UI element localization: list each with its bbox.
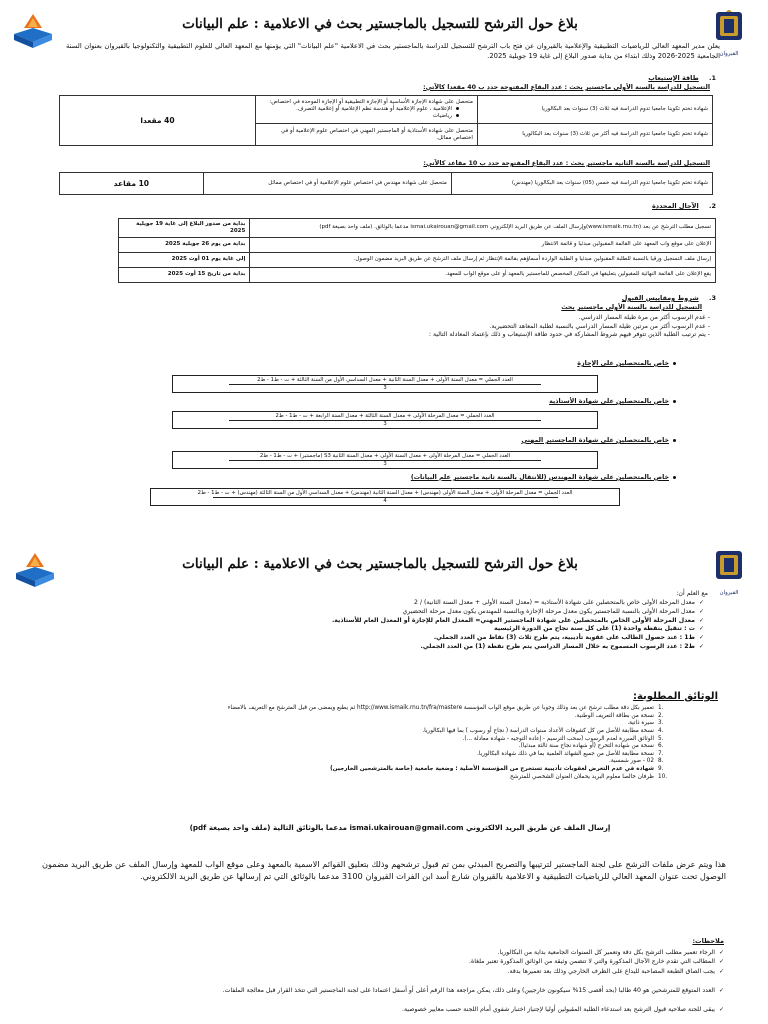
remark-item <box>44 948 724 957</box>
spec-item-text: رياضيات <box>432 112 452 119</box>
degree-desc: شهادة تختم تكوينا جامعيا تدوم الدراسة فيه ثلاث (3) سنوات بعد البكالوريا <box>477 96 712 124</box>
formula-label <box>577 360 676 368</box>
doc-text: سيرة ذاتية. <box>627 720 654 727</box>
section-title: شروط ومقاييس القبول <box>621 294 699 302</box>
degree-desc: شهادة تختم تكوينا جامعيا تدوم الدراسة فيه خمس (05) سنوات بعد البكالوريا (مهندس) <box>451 173 712 195</box>
note-item <box>104 643 704 652</box>
criteria-line: - عدم الرسوب أكثر من مرة طيلة المسار الدراسي. <box>578 314 710 321</box>
formula-label-text: خاص بالمتحصلين على شهادة الأستاذية <box>549 398 669 405</box>
deadline-text: الإعلان على موقع واب المعهد على القائمة المقبولين مبدئيا و قائمة الانتظار <box>250 237 716 252</box>
doc-item: .3 سيرة ذاتية. <box>627 720 664 727</box>
doc-item: .7 نسخة مطابقة للأصل من جميع الشهائد العلمية بما في ذلك شهادة البكالوريا. <box>477 750 664 757</box>
institute-logo <box>14 551 56 591</box>
note-text: معدل المرحلة الأولى بالنسبة للماجستير يكون معدل مرحلة الإجازة وبالنسبة للمهندس يكون معدل مرحلة التحضيري <box>402 607 695 615</box>
formula-box <box>172 451 598 469</box>
doc-text: نسخة مطابقة للأصل من كل كشوفات الأعداد سنوات الدراسة ( نجاح أو رسوب ) بما فيها البكالوريا. <box>422 727 654 734</box>
note-text: ط2 : عدد الرسوب المسموح به خلال المسار الدراسي يتم طرح نقطة (1) من العدد الجملي. <box>420 642 695 650</box>
note-item <box>104 608 704 617</box>
doc-text: نسخة من شهادة التخرج (أو شهادة نجاح سنة ثالثة مبدئيا). <box>518 743 654 750</box>
formula-denominator: 4 <box>213 497 558 505</box>
section-number: 3. <box>708 294 716 302</box>
note-title: مع العلم أن: <box>676 590 708 597</box>
table-row <box>119 219 716 238</box>
section-1b-heading: التسجيل للدراسة بالسنة الثانية ماجستير بحث : عدد البقاع المفتوحة حدد ب 10 مقاعد كالآتي: <box>423 160 710 167</box>
doc-item: .1 تعمير بكل دقة مطلب ترشح عن بعد وذلك وجوبا عن طريق موقع الواب المؤسسة http://www.ismaik.rnu.tn/fra/mastere ثم يطبع ويمضى من قبل المترشح مع التعريف بالامضاء <box>227 705 664 711</box>
note-item <box>104 599 704 608</box>
section-3-lines <box>210 314 710 340</box>
formula-numerator: العدد الجملي = معدل المرحلة الأولى + معدل السنة الأولى (مهندس) + معدل السنة الثانية (مهندس) + معدل السداسي الأول من السنة الثالثة (مهندس) + ت - ط1 - ط2 <box>197 490 573 496</box>
page-title: بلاغ حول الترشح للتسجيل بالماجستير بحث في الاعلامية : علم البيانات <box>182 16 578 32</box>
spec-text: متحصل على شهادة الإجازة الأساسية أو الإجازة التطبيقية أو الإجازة الموحدة في اختصاص: <box>269 99 473 106</box>
degree-spec <box>255 96 477 124</box>
remark-text: المطالب التي تقدم خارج الآجال المذكورة والتي لا تتضمن وثيقة من الوثائق المذكورة تعتبر ملغاة. <box>468 958 715 966</box>
formula-numerator: العدد الجملي = معدل السنة الأولى + معدل السنة الثانية + معدل السداسي الأول من السنة الثالثة + ت - ط1 - ط2 <box>257 377 513 383</box>
formula-denominator: 3 <box>229 460 541 468</box>
remark-text: العدد المتوقع للمترشحين هو 40 طالبا (بحد أقصى 15% سيكونون خارجيين) وعلى ذلك، يمكن مراجعة هذا الرقم أعلى أو أسفل اعتمادا على لجنة الماجستير التي تتخذ القرار قبل معالجة الملفات. <box>222 986 715 994</box>
degree-desc: شهادة تختم تكوينا جامعيا تدوم الدراسة فيه أكثر من ثلاث (3) سنوات بعد البكالوريا <box>477 124 712 146</box>
note-text: ت : تنقيل بنقطة واحدة (1) على كل سنة نجاح من الدورة الرئيسية <box>494 625 695 633</box>
section-1a-heading: التسجيل للدراسة بالسنة الأولى ماجستير بحث : عدد البقاع المفتوحة حدد ب 40 مقعدا كالآتي: <box>423 84 710 91</box>
doc-text: شهادة في عدم التعرض لعقوبات تأديبية تستخرج من المؤسسة الأصلية : وضعية جامعية (خاصة بالمترشحين الخارجين) <box>330 766 654 772</box>
section-1-heading <box>648 74 716 82</box>
doc-item: .10 ظرفان خالصا معلوم البريد يحملان العنوان الشخصي للمترشح <box>510 773 668 780</box>
seats-cell: 10 مقاعد <box>60 173 204 195</box>
deadline-date: بداية من تاريخ 15 أوت 2025 <box>119 267 250 282</box>
note-item <box>104 634 704 643</box>
formula-numerator: العدد الجملي = معدل المرحلة الأولى + معدل السنة الأولى + معدل السنة الثانية S3 (ماجستير) + ت - ط1 - ط2 <box>259 453 511 459</box>
table-row <box>119 267 716 282</box>
doc-text: الوثائق المبررة لعدم الرسوب (سحب الترسيم - إعادة التوجيه - شهادة معادلة ...). <box>462 735 654 742</box>
doc-item: .9 شهادة في عدم التعرض لعقوبات تأديبية تستخرج من المؤسسة الأصلية : وضعية جامعية (خاصة بالمترشحين الخارجين) <box>330 766 664 772</box>
note-item <box>104 625 704 634</box>
deadline-date: بداية من صدور البلاغ إلى غاية 19 جويلية 2025 <box>119 219 250 238</box>
table-row <box>60 96 713 124</box>
remark-text: الرجاء تعمير مطلب الترشح بكل دقة وتعمير كل السنوات الجامعية بداية من البكالوريا. <box>497 949 715 956</box>
criteria-line: - يتم ترتيب الطلبة الذين تتوفر فيهم شروط المشاركة في حدود طاقة الإستيعاب و ذلك بإعتماد المعادلة التالية : <box>428 331 710 339</box>
formula-denominator: 3 <box>229 420 541 428</box>
notes-list <box>104 599 704 652</box>
section-title: طاقة الإستيعاب <box>648 74 699 82</box>
university-logo-text: القيروان <box>719 589 739 596</box>
doc-item: .2 نسخة من بطاقة التعريف الوطنية. <box>574 712 664 719</box>
page-2 <box>0 535 768 1024</box>
remark-item <box>44 957 724 966</box>
spec-item <box>260 106 459 113</box>
table-row <box>119 252 716 267</box>
remarks-list <box>44 948 724 1014</box>
doc-text: نسخة من بطاقة التعريف الوطنية. <box>574 712 654 719</box>
capacity-table-2 <box>59 172 713 195</box>
formula-label <box>521 437 676 445</box>
email-instruction: إرسال الملف عن طريق البريد الالكتروني ismai.ukairouan@gmail.com مدعما بالوثائق التالية (ملف واحد بصيغة pdf) <box>189 823 611 832</box>
doc-item: .6 نسخة من شهادة التخرج (أو شهادة نجاح سنة ثالثة مبدئيا). <box>518 743 664 750</box>
page-title: بلاغ حول الترشح للتسجيل بالماجستير بحث في الاعلامية : علم البيانات <box>182 556 578 572</box>
deadline-text: يقع الإعلان على القائمة النهائية للمقبولين بتعليقها في المكان المخصص للماجستير بالمعهد أو على موقع الواب للمعهد. <box>250 267 716 282</box>
formula-label-text: خاص بالمتحصلين على الإجازة <box>577 360 669 367</box>
capacity-table-1 <box>59 95 713 146</box>
remark-text: يجب الصاق الطبعة المصاحبة للبداع على الظرف الخارجي وذلك بعد تعميرها بدقة. <box>507 967 715 975</box>
section-3-heading <box>622 294 716 302</box>
note-text: معدل المرحلة الأولى خاص بالمتحصلين على شهادة الأستاذية = (معدل السنة الأولى + معدل السنة الثانية) / 2 <box>414 599 695 606</box>
deadline-date: بداية من يوم 26 جويلية 2025 <box>119 237 250 252</box>
formula-label-text: خاص بالمتحصلين على شهادة المهندس (للانتقال بالسنة ثانية ماجستير علم البيانات) <box>410 474 669 481</box>
section-title: الآجال المحددة <box>651 202 699 210</box>
doc-item: .5 الوثائق المبررة لعدم الرسوب (سحب الترسيم - إعادة التوجيه - شهادة معادلة ...). <box>462 735 664 742</box>
doc-item: .8 02 - صور شمسية. <box>609 758 664 765</box>
section-number: 1. <box>708 74 716 82</box>
doc-text: 02 - صور شمسية. <box>609 758 654 765</box>
formula-box <box>172 411 598 429</box>
deadline-text: تسجيل مطلب الترشح عن بعد (www.ismaik.rnu.tn)وإرسال الملف عن طريق البريد الإلكتروني ismai.ukairouan@gmail.com مدعما بالوثائق. (ملف واحد بصيغة pdf) <box>250 219 716 238</box>
remark-item <box>44 967 724 976</box>
degree-spec: متحصل على شهادة مهندس في اختصاص علوم الإعلامية أو في اختصاص مماثل <box>203 173 451 195</box>
doc-text: ظرفان خالصا معلوم البريد يحملان العنوان الشخصي للمترشح <box>510 773 654 780</box>
formula-denominator: 3 <box>229 384 541 392</box>
formula-box <box>172 375 598 393</box>
remark-text: يبقى للجنة صلاحية قبول الترشح بعد استدعاء الطلبة المقبولين أوليا لإجتياز اختبار شفوي أمام اللجنة حسب معايير خصوصية. <box>402 1006 715 1014</box>
section-3-sub: التسجيل للدراسة بالسنة الأولى ماجستير بحث <box>561 304 702 311</box>
criteria-line: - عدم الرسوب أكثر من مرتين طيلة المسار الدراسي بالنسبة لطلبة المعاهد التحضيرية. <box>489 322 710 330</box>
formula-label <box>549 398 676 406</box>
deadline-text: إرسال ملف التسجيل ورقيا بالنسبة للطلبة المقبولين مبدئيا و الطلبة الواردة أسماؤهم بقائمة الإنتظار ثم إرسال ملف الترشح عن طريق البريد مضمون الوصول. <box>250 252 716 267</box>
university-logo-text: القيروان <box>719 50 739 57</box>
book-icon <box>12 12 54 52</box>
main-paragraph: هذا ويتم عرض ملفات الترشح على لجنة الماجستير لترتيبها والتصريح المبدئي بمن تم قبول ترشحهم وذلك بتعليق القوائم الاسمية بالمعهد وعلى موقع الواب للمعهد وإرسال الملف عن طريق البريد مضمون الوصول تحت عنوان المعهد العالي للرياضيات التطبيقية و الاعلامية بالقيروان شارع أسد ابن الفرات القيروان 3100 مدعما بالوثائق التي تم إرسالها عن طريق البريد الالكتروني. <box>42 859 726 882</box>
deadline-date: إلى غاية يوم 01 أوت 2025 <box>119 252 250 267</box>
doc-text: تعمير بكل دقة مطلب ترشح عن بعد وذلك وجوبا عن طريق موقع الواب المؤسسة http://www.ismaik.rnu.tn/fra/mastere ثم يطبع ويمضى من قبل المترشح مع التعريف بالامضاء <box>227 705 654 711</box>
spec-item-text: الإعلامية ، علوم الإعلامية أو هندسة نظم الإعلامية أو إعلامية التصرف. <box>296 106 452 113</box>
section-2-heading <box>652 202 716 210</box>
doc-item: .4 نسخة مطابقة للأصل من كل كشوفات الأعداد سنوات الدراسة ( نجاح أو رسوب ) بما فيها البكالوريا. <box>422 727 664 734</box>
note-item <box>104 617 704 626</box>
table-row <box>60 173 713 195</box>
remarks-title: ملاحظات: <box>692 937 724 945</box>
section-number: 2. <box>708 202 716 210</box>
formula-numerator: العدد الجملي = معدل المرحلة الأولى + معدل السنة الثالثة + معدل السنة الرابعة + ت - ط1 - ط2 <box>275 413 495 419</box>
doc-text: نسخة مطابقة للأصل من جميع الشهائد العلمية بما في ذلك شهادة البكالوريا. <box>477 750 654 757</box>
spec-item <box>260 113 459 120</box>
deadlines-table <box>118 218 716 283</box>
institute-logo <box>12 12 54 52</box>
intro-paragraph: يعلن مدير المعهد العالي للرياضيات التطبيقية والإعلامية بالقيروان عن فتح باب الترشح للتسجيل للدراسة بالماجستير بحث في الاعلامية "علم البيانات" التي يؤمنها مع المعهد العالي للعلوم التطبيقية والتكنولوجيا بالقيروان بعنوان السنة الجامعية 2025-2026 وذلك ابتداء من بداية صدور البلاغ إلى غاية 19 جويلية 2025. <box>66 42 720 60</box>
formula-box <box>150 488 620 506</box>
remark-item <box>44 986 724 995</box>
degree-spec: متحصل على شهادة الأستاذية أو الماجستير المهني في اختصاص علوم الإعلامية أو في اختصاص مماثل. <box>255 124 477 146</box>
docs-list <box>68 705 668 781</box>
table-row <box>119 237 716 252</box>
formula-label-text: خاص بالمتحصلين على شهادة الماجستير المهني <box>521 437 669 444</box>
note-text: معدل المرحلة الأولى الخاص بالمتحصلين على شهادة الماجستير المهني= المعدل العام للإجازة أو المعدل العام للأستاذية. <box>331 616 695 624</box>
docs-title: الوثائق المطلوبة: <box>632 691 718 702</box>
university-logo-icon <box>712 549 746 593</box>
remark-item <box>44 1005 724 1014</box>
note-text: ط1 : عند حصول الطالب على عقوبة تأديبية، يتم طرح ثلاث (3) نقاط من العدد الجملي. <box>433 634 695 642</box>
university-logo <box>712 549 746 596</box>
seats-cell: 40 مقعدا <box>60 96 256 146</box>
book-icon <box>14 551 56 591</box>
formula-label <box>411 474 676 482</box>
